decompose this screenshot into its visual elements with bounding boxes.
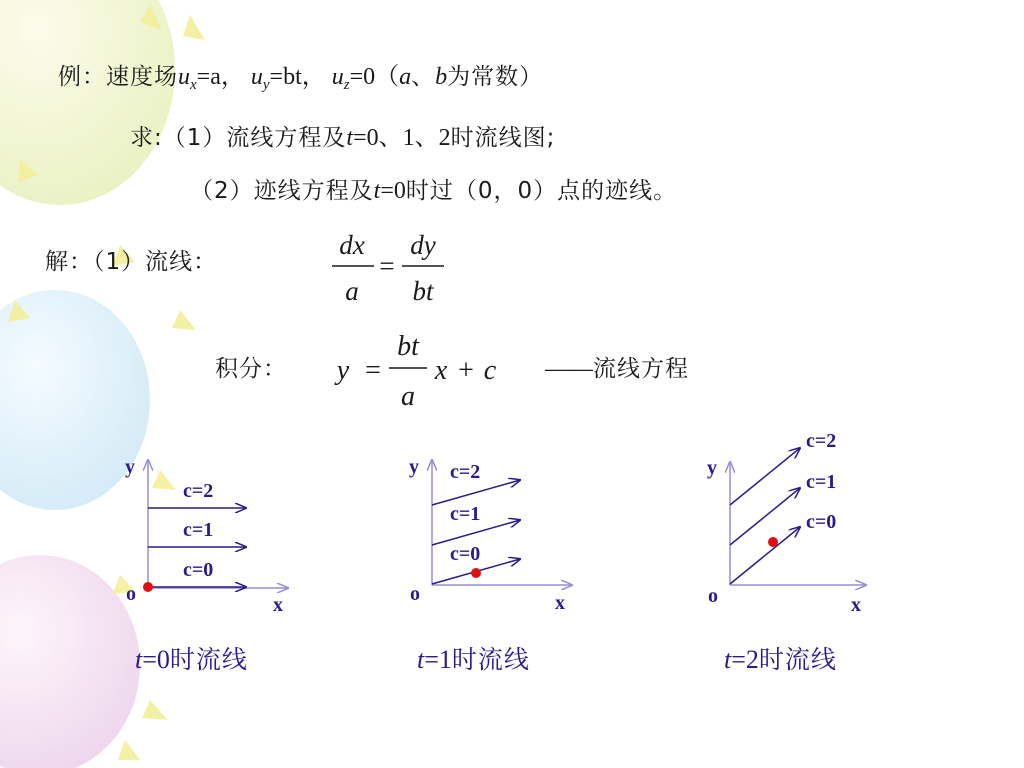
- uy-value: =bt，: [269, 64, 326, 90]
- y-axis-label: y: [409, 456, 419, 478]
- plot-t2: [707, 430, 866, 616]
- eq1-equals: =: [379, 251, 395, 281]
- origin-point: [143, 582, 153, 592]
- ux-value: =a，: [196, 64, 245, 90]
- caption-t1-value: =1: [424, 645, 452, 674]
- c-label-0: c=0: [806, 511, 837, 533]
- c-label-0: c=0: [183, 559, 214, 581]
- eq2-x: x: [434, 355, 448, 386]
- const-a: a: [399, 64, 412, 90]
- c-label-1: c=1: [806, 471, 837, 493]
- c-label-2: c=2: [183, 480, 214, 502]
- marked-point: [768, 537, 778, 547]
- question-1-prefix: 求:（1）流线方程及: [130, 125, 347, 151]
- x-axis-label: x: [273, 594, 283, 616]
- uz-subscript: z: [343, 77, 350, 93]
- caption-t1-t: t: [417, 645, 425, 674]
- origin-label: o: [708, 585, 718, 607]
- x-axis-label: x: [555, 592, 565, 614]
- c-label-1: c=1: [450, 503, 481, 525]
- uz-symbol: u: [331, 64, 344, 90]
- example-label: 例：速度场: [58, 64, 178, 90]
- question-1-values: =0、1、2: [353, 125, 451, 151]
- caption-t2: [724, 640, 837, 676]
- c-label-1: c=1: [183, 519, 214, 541]
- uz-value: =0（: [349, 64, 400, 90]
- origin-label: o: [126, 583, 136, 605]
- const-separator: 、: [411, 64, 436, 90]
- plot-t0: [125, 456, 288, 616]
- eq2-plus: +: [458, 355, 474, 386]
- c-label-2: c=2: [806, 430, 837, 452]
- streamline-c2: [432, 480, 520, 505]
- eq1-den-left: a: [345, 276, 359, 306]
- em-dash: ——: [545, 356, 593, 382]
- eq2-num: bt: [397, 331, 419, 362]
- ux-subscript: x: [190, 77, 197, 93]
- caption-t0-t: t: [135, 645, 143, 674]
- question-2-t: t: [373, 178, 381, 204]
- c-label-2: c=2: [450, 461, 481, 483]
- question-1-t: t: [346, 125, 354, 151]
- question-1-tail: 时流线图;: [450, 125, 556, 151]
- x-axis-label: x: [851, 594, 861, 616]
- caption-t2-t: t: [724, 645, 732, 674]
- eq2-den: a: [401, 381, 415, 412]
- c-label-0: c=0: [450, 543, 481, 565]
- caption-t0-tail: 时流线: [169, 645, 248, 674]
- ux-symbol: u: [178, 64, 190, 90]
- caption-t1-tail: 时流线: [451, 645, 530, 674]
- eq1-den-right: bt: [412, 276, 434, 306]
- integral-label: 积分：: [215, 356, 287, 382]
- caption-t2-tail: 时流线: [758, 645, 837, 674]
- question-2-value: =0: [380, 178, 406, 204]
- plot-t1: [409, 456, 572, 614]
- solution-label: 解：（1）流线：: [45, 249, 218, 275]
- caption-t0: [135, 640, 248, 676]
- uy-subscript: y: [262, 77, 270, 93]
- caption-t1: [417, 640, 530, 676]
- origin-label: o: [410, 583, 420, 605]
- streamline-equation-label: 流线方程: [593, 356, 689, 382]
- y-axis-label: y: [707, 457, 717, 479]
- const-tail: 为常数）: [447, 64, 544, 90]
- caption-t0-value: =0: [142, 645, 170, 674]
- caption-t2-value: =2: [731, 645, 759, 674]
- eq1-num-right: dy: [410, 230, 436, 260]
- eq2-c: c: [483, 355, 497, 386]
- y-axis-label: y: [125, 456, 135, 478]
- eq2-equals: =: [365, 355, 381, 386]
- marked-point: [471, 568, 481, 578]
- eq2-lhs: y: [336, 355, 350, 386]
- question-2-tail: 时过（0，0）点的迹线。: [405, 178, 678, 204]
- uy-symbol: u: [250, 64, 263, 90]
- question-2-prefix: （2）迹线方程及: [190, 178, 374, 204]
- eq1-num-left: dx: [339, 230, 365, 260]
- const-b: b: [435, 64, 448, 90]
